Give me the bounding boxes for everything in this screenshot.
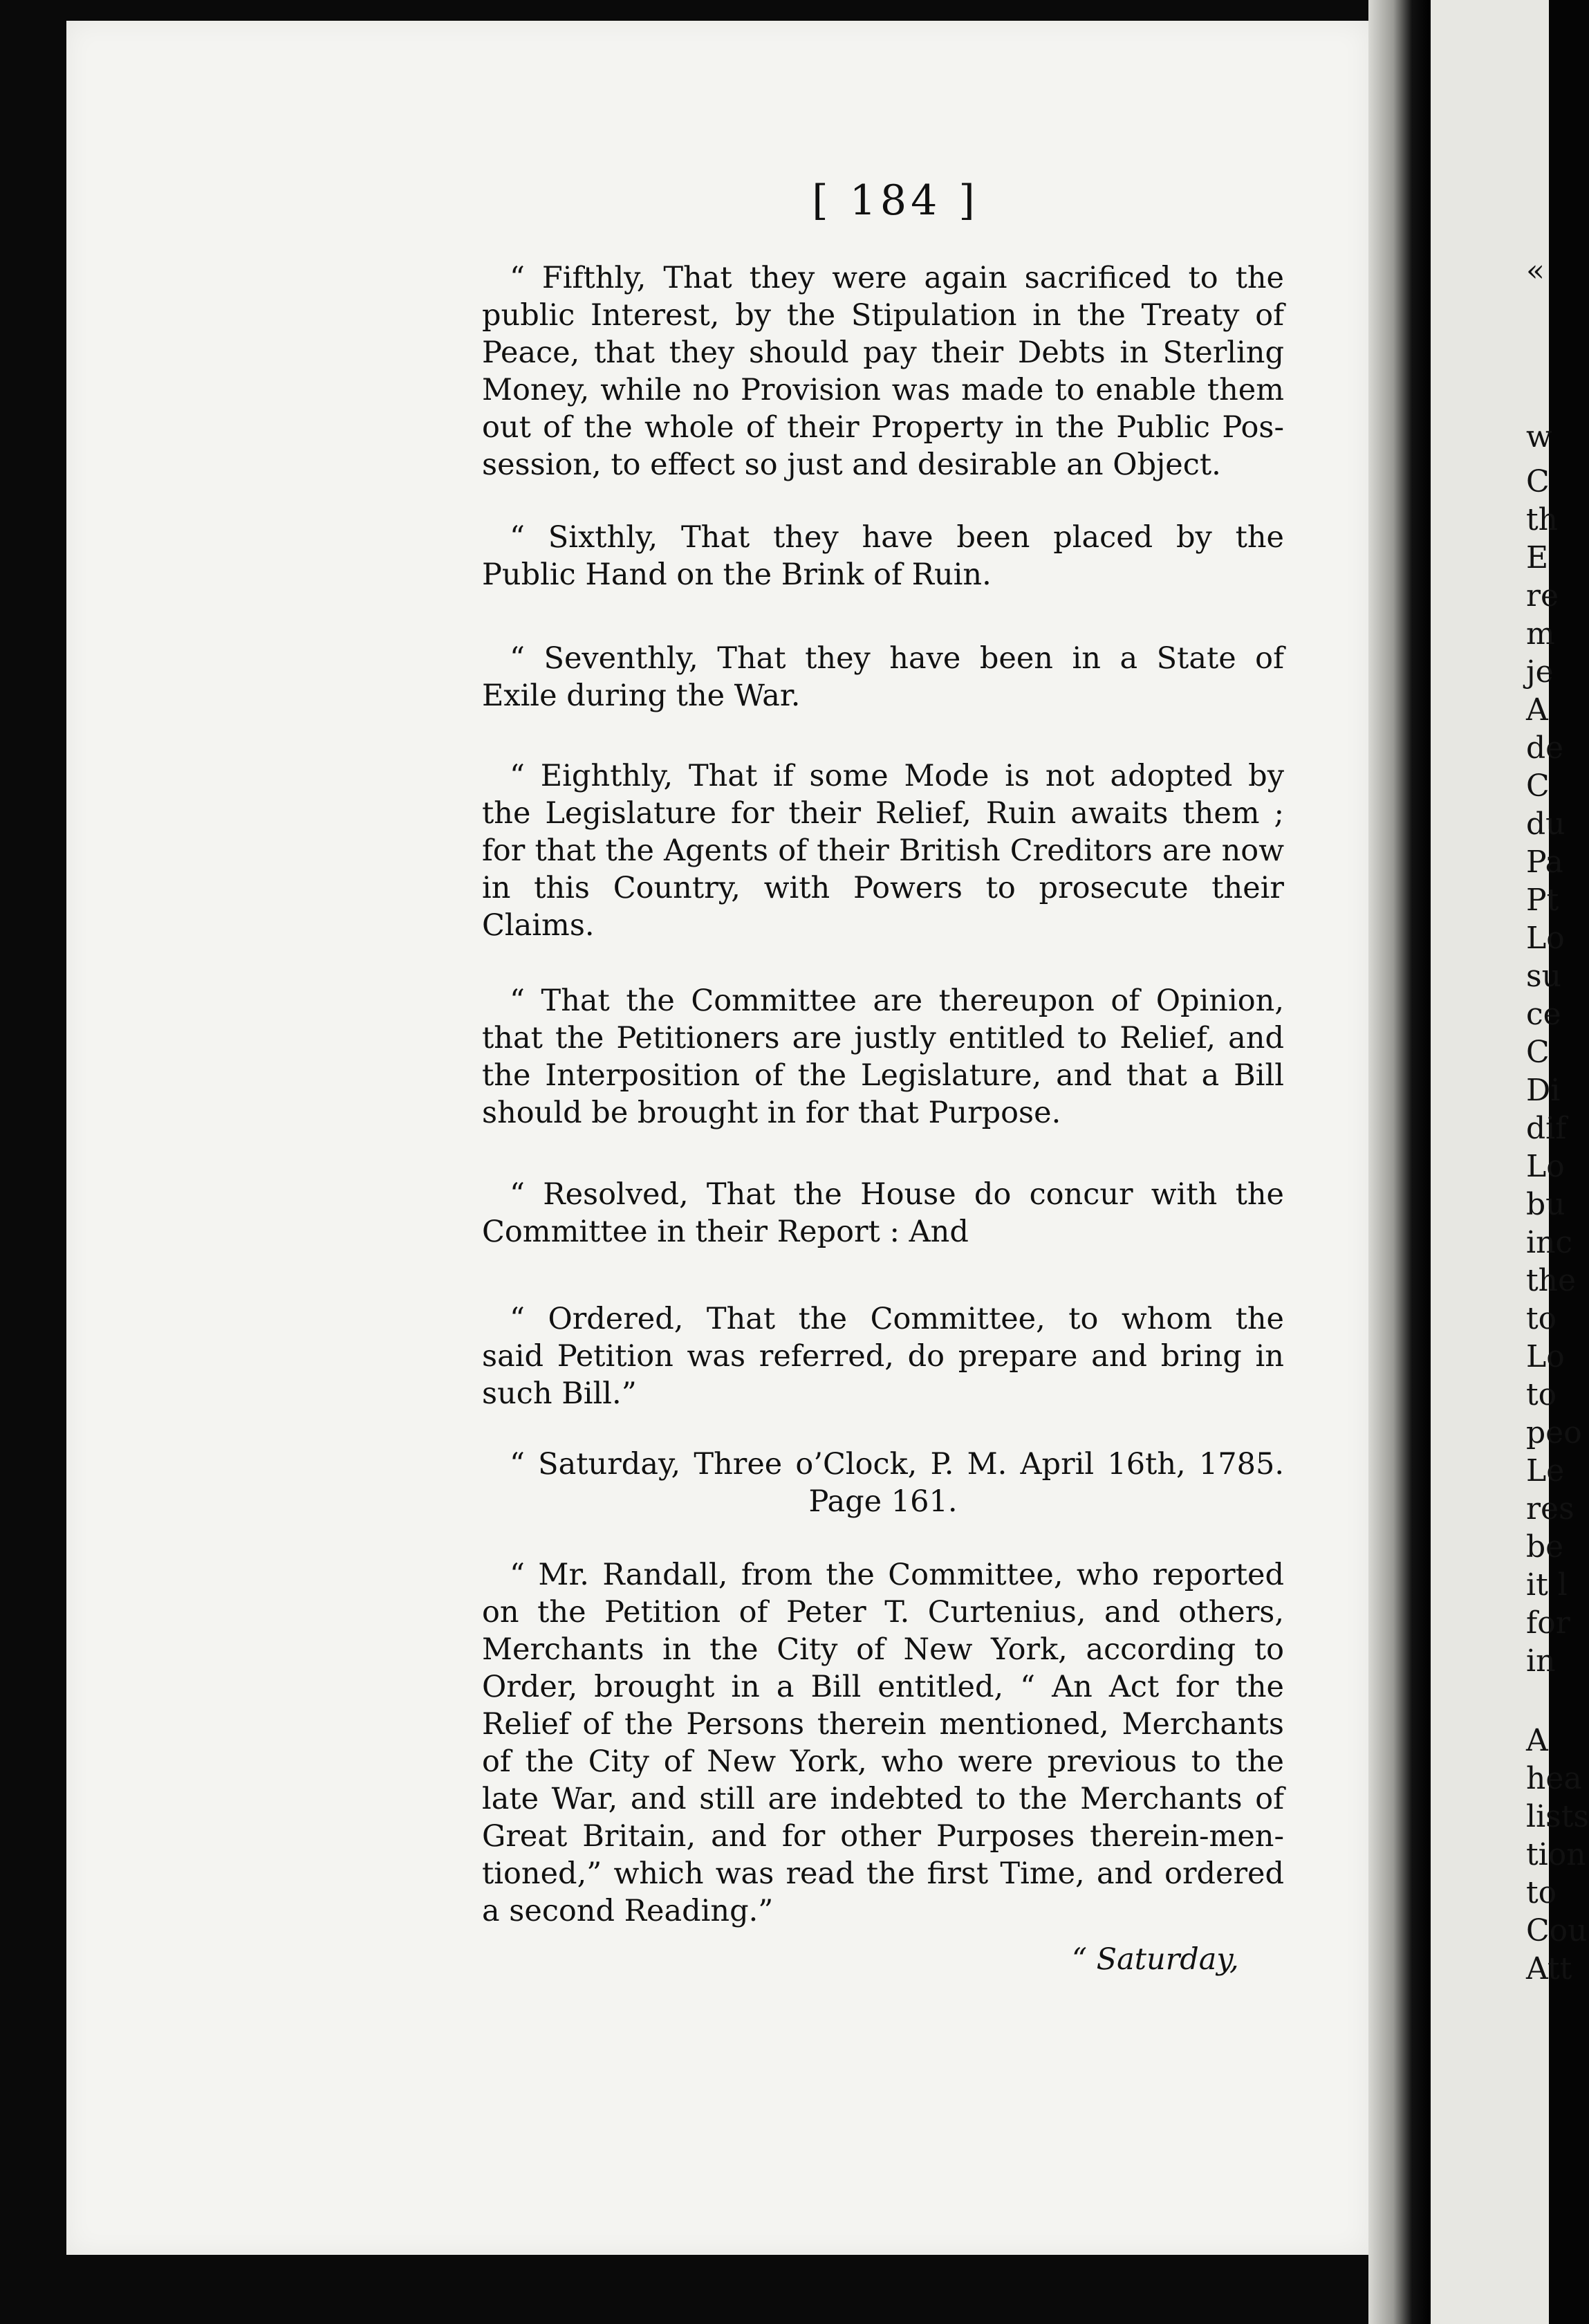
facing-page-fragment: hea [1526, 1761, 1582, 1796]
text-line: “ Saturday, Three o’Clock, P. M. April 16th, 1785. [510, 1447, 1284, 1482]
page-number: [ 184 ] [812, 176, 979, 225]
facing-page-fragment: peo [1526, 1415, 1582, 1450]
text-line: Relief of the Persons therein mentioned, Merchants [482, 1707, 1284, 1742]
text-line: session, to effect so just and desirable an Object. [482, 448, 1221, 482]
facing-page-fragment: res [1526, 1491, 1574, 1527]
text-line: on the Petition of Peter T. Curtenius, and others, [482, 1595, 1284, 1630]
facing-page-edge [1431, 0, 1589, 2324]
facing-page-fragment: C [1526, 1035, 1550, 1070]
facing-page-fragment: to [1526, 1301, 1557, 1336]
text-line: tioned,” which was read the first Time, and ordered [482, 1856, 1284, 1891]
text-line: Great Britain, and for other Purposes therein-men- [482, 1819, 1284, 1854]
facing-page-fragment: « [1526, 253, 1545, 288]
text-line: Committee in their Report : And [482, 1215, 969, 1249]
facing-page-fragment: tion [1526, 1837, 1586, 1872]
text-line: that the Petitioners are justly entitled to Relief, and [482, 1021, 1284, 1055]
text-line: “ Fifthly, That they were again sacrificed to the [510, 261, 1284, 295]
facing-page-fragment: A [1526, 692, 1548, 728]
facing-page-fragment: C [1526, 464, 1550, 499]
text-line: the Interposition of the Legislature, and that a Bill [482, 1058, 1284, 1093]
text-line: Page 161. [808, 1484, 958, 1519]
facing-page-fragment: Att [1526, 1951, 1572, 1986]
text-line: such Bill.” [482, 1376, 637, 1411]
facing-page-fragment: Pa [1526, 845, 1563, 880]
facing-page-fragment: Le [1526, 1453, 1565, 1488]
facing-page-fragment: m [1526, 616, 1555, 652]
facing-page-fragment: Pt [1526, 883, 1559, 918]
facing-page-fragment: Lo [1526, 1149, 1565, 1184]
text-line: Public Hand on the Brink of Ruin. [482, 557, 992, 592]
facing-page-fragment: the [1526, 1263, 1577, 1298]
paragraph [482, 982, 1284, 1132]
text-line: “ Ordered, That the Committee, to whom the [510, 1302, 1284, 1336]
text-line: said Petition was referred, do prepare and bring in [482, 1339, 1284, 1374]
facing-page-fragment: Cou [1526, 1913, 1588, 1948]
facing-page-fragment: w [1526, 419, 1552, 454]
text-line: out of the whole of their Property in the Public Pos- [482, 410, 1284, 445]
facing-page-fragment: it l [1526, 1567, 1568, 1603]
facing-page-fragment: E [1526, 540, 1549, 575]
facing-page-fragment: inc [1526, 1225, 1573, 1260]
paragraph [482, 1446, 1284, 1520]
facing-page-fragment: ce [1526, 997, 1561, 1032]
facing-page-fragment: to [1526, 1377, 1557, 1412]
text-line: for that the Agents of their British Creditors are now [482, 833, 1284, 868]
text-line: “ Eighthly, That if some Mode is not adopted by [510, 759, 1284, 793]
facing-page-fragment: A [1526, 1723, 1548, 1758]
text-line: “ Resolved, That the House do concur with the [510, 1177, 1284, 1212]
paragraph [482, 1300, 1284, 1412]
text-line: Order, brought in a Bill entitled, “ An Act for the [482, 1670, 1284, 1704]
facing-page-fragment: bu [1526, 1187, 1565, 1222]
text-line: should be brought in for that Purpose. [482, 1096, 1061, 1130]
paragraph [482, 519, 1284, 593]
facing-page-fragment: Di [1526, 1073, 1561, 1108]
text-line: “ That the Committee are thereupon of Opinion, [510, 984, 1284, 1018]
text-line: Exile during the War. [482, 679, 801, 713]
text-line: “ Mr. Randall, from the Committee, who reported [510, 1558, 1284, 1592]
text-line: “ Seventhly, That they have been in a State of [510, 641, 1284, 676]
text-line: the Legislature for their Relief, Ruin awaits them ; [482, 796, 1284, 831]
text-line: “ Sixthly, That they have been placed by the [510, 520, 1284, 555]
text-line: public Interest, by the Stipulation in the Treaty of [482, 298, 1284, 333]
facing-page-fragment: in [1526, 1643, 1556, 1679]
facing-page-fragment: Lo [1526, 921, 1565, 956]
facing-page-fragment: de [1526, 730, 1564, 766]
text-line: of the City of New York, who were previous to the [482, 1744, 1284, 1779]
text-line: Merchants in the City of New York, according to [482, 1632, 1284, 1667]
facing-page-fragment: for [1526, 1605, 1570, 1641]
facing-page-fragment: re [1526, 578, 1559, 614]
facing-page-fragment: be [1526, 1529, 1564, 1565]
facing-page-fragment: to [1526, 1875, 1557, 1910]
paragraph [482, 640, 1284, 714]
facing-page-fragment: du [1526, 806, 1565, 842]
paragraph [482, 259, 1284, 483]
text-line: in this Country, with Powers to prosecute their [482, 871, 1284, 905]
text-line: a second Reading.” [482, 1894, 774, 1928]
facing-page-fragment: lists [1526, 1799, 1589, 1834]
catchword: “ Saturday, [1072, 1942, 1239, 1977]
text-line: late War, and still are indebted to the Merchants of [482, 1782, 1284, 1816]
paragraph [482, 757, 1284, 944]
facing-page-fragment: Lo [1526, 1339, 1565, 1374]
paragraph [482, 1176, 1284, 1251]
text-line: Money, while no Provision was made to enable them [482, 373, 1284, 407]
paragraph [482, 1556, 1284, 1930]
facing-page-fragment: C [1526, 768, 1550, 804]
text-line: Claims. [482, 908, 595, 943]
facing-page-fragment: je [1526, 654, 1554, 690]
text-line: Peace, that they should pay their Debts in Sterling [482, 335, 1284, 370]
facing-page-fragment: su [1526, 959, 1561, 994]
facing-page-fragment: dif [1526, 1111, 1567, 1146]
facing-page-fragment: th [1526, 502, 1559, 537]
binding-gutter [1368, 0, 1431, 2324]
